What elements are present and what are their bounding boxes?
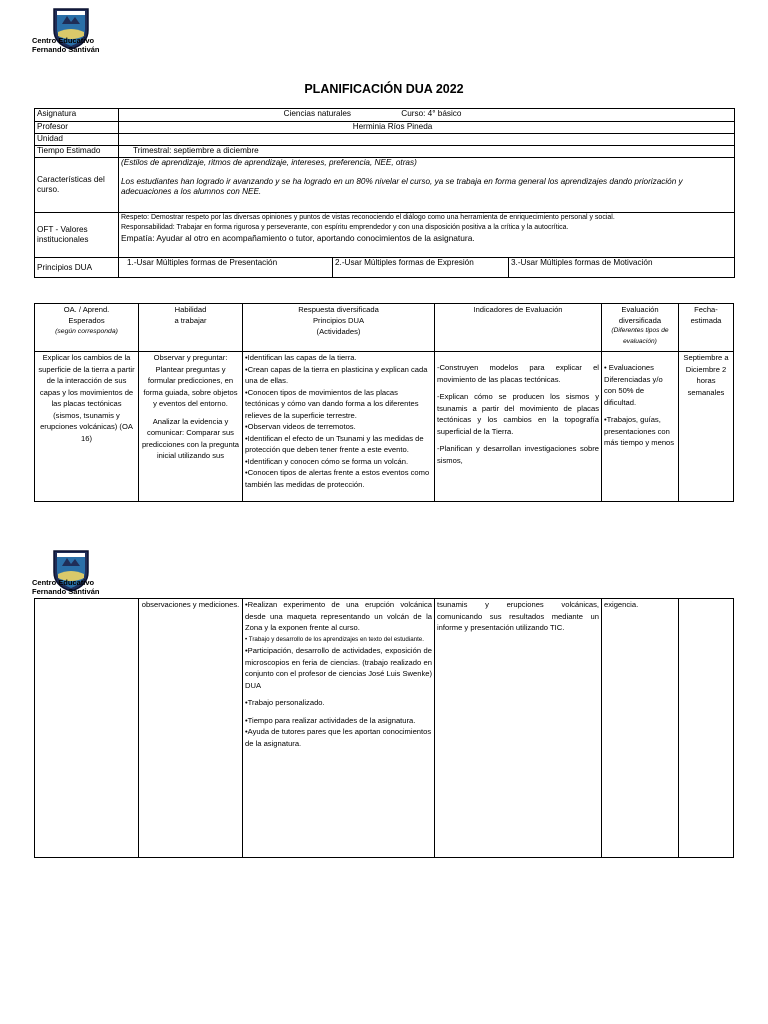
row1-actividad: •Identifican las capas de la tierra. [245, 353, 357, 362]
row1-evaluacion-diferenciada: • Evaluaciones Diferenciadas y/o con 50% de dificultad. [604, 363, 663, 407]
oft-responsabilidad: Responsabilidad: Trabajar en forma rigurosa y perseverante, con espíritu emprendedor y con una disposición positiva a la crítica y la autocrítica. [121, 224, 569, 231]
school-name-line2: Fernando Santiván [32, 587, 100, 596]
row2-actividad: • Trabajo y desarrollo de los aprendizajes en texto del estudiante. [245, 635, 424, 643]
row2-actividad: •Realizan experimento de una erupción volcánica desde una maqueta representando un volcán de la Zona y la exponen frente al curso. [245, 600, 432, 632]
row1-actividad: •Crean capas de la tierra en plasticina y explican cada una de ellas. [245, 364, 428, 385]
row1-habilidad-observar: Observar y preguntar: Plantear preguntas y formular predicciones, en forma guiada, sobre objetos y eventos del entorno. [143, 353, 238, 408]
header-fecha-line1: Fecha- [694, 305, 718, 314]
profesor-value: Herminia Ríos Pineda [119, 122, 735, 134]
caracteristicas-label: Características del curso. [35, 158, 119, 213]
header-evaluacion-line1: Evaluación [621, 305, 659, 314]
info-table [34, 108, 735, 278]
caracteristicas-line1: (Estilos de aprendizaje, ritmos de aprendizaje, intereses, preferencia, NEE, otras) [121, 158, 417, 167]
header-oa-line3: (según corresponda) [55, 328, 118, 335]
curso-value: Curso: 4° básico [401, 109, 462, 118]
tiempo-label: Tiempo Estimado [35, 146, 119, 158]
unidad-value [119, 134, 735, 146]
row2-indicadores: tsunamis y erupciones volcánicas, comunicando sus resultados mediante un informe y presentación utilizando TIC. [435, 599, 602, 858]
header-evaluacion-line2: diversificada [618, 316, 662, 325]
header-respuesta-line2: Principios DUA [312, 316, 365, 325]
header-respuesta-line3: (Actividades) [316, 327, 361, 336]
header-oa-line1: OA. / Aprend. [63, 305, 110, 314]
tiempo-value: Trimestral: septiembre a diciembre [119, 146, 735, 158]
row1-actividad: •Conocen tipos de alertas frente a estos eventos como también las medidas de protección. [245, 468, 430, 489]
row1-actividad: •Conocen tipos de movimientos de las placas tectónicas y cómo van dando forma a los diferentes relieves de la superficie terrestre. [245, 387, 419, 420]
row1-fecha: Septiembre a Diciembre 2 horas semanales [679, 352, 734, 502]
row1-evaluacion [602, 352, 679, 502]
row2-actividad: •Trabajo personalizado. [245, 698, 325, 707]
header-evaluacion-line3: (Diferentes tipos de evaluación) [611, 327, 669, 345]
row1-actividades [243, 352, 435, 502]
row1-indicadores [435, 352, 602, 502]
asignatura-value: Ciencias naturales [283, 109, 351, 118]
row2-actividad: •Participación, desarrollo de actividades, exposición de microscopios en feria de ciencias. (trabajo realizado en conjunto con el profesor de ciencias José Luis Swenke) [245, 646, 432, 678]
school-name-line2: Fernando Santiván [32, 45, 100, 54]
row1-actividad: •Identifican y conocen cómo se forma un volcán. [245, 456, 409, 466]
principio-expresion: 2.-Usar Múltiples formas de Expresión [333, 258, 509, 278]
row2-actividad: •Tiempo para realizar actividades de la asignatura. [245, 715, 416, 725]
row2-dua-label: DUA [245, 680, 262, 690]
header-habilidad-line2: a trabajar [174, 316, 207, 325]
caracteristicas-line2: Los estudiantes han logrado ir avanzando y se ha logrado en un 80% nivelar el curso, ya se trabaja en forma general los aprendizajes dando priorización y adecuaciones a los alumnos con NEE. [121, 177, 683, 196]
row2-fecha [679, 599, 734, 858]
header-oa [35, 304, 139, 352]
unidad-label: Unidad [35, 134, 119, 146]
principio-motivacion: 3.-Usar Múltiples formas de Motivación [509, 258, 735, 278]
row1-oa: Explicar los cambios de la superficie de la tierra a partir de la interacción de sus capas y los movimientos de las placas tectónicas (sismos, tsunamis y erupciones volcánicas) (OA 16) [35, 352, 139, 502]
oft-value [119, 213, 735, 258]
header-habilidad-line1: Habilidad [174, 305, 207, 314]
principio-presentacion: 1.-Usar Múltiples formas de Presentación [119, 258, 333, 278]
asignatura-value-cell [119, 109, 735, 122]
header-oa-line2: Esperados [68, 316, 105, 325]
row2-actividades [243, 599, 435, 858]
page-title: PLANIFICACIÓN DUA 2022 [304, 82, 464, 96]
caracteristicas-value [119, 158, 735, 213]
row1-actividad: •Identifican el efecto de un Tsunami y las medidas de protección que deben tener frente a este evento. [245, 433, 424, 454]
row1-habilidad-analizar: Analizar la evidencia y comunicar: Comparar sus predicciones con la pregunta inicial utilizando sus [141, 416, 240, 460]
row1-actividad: •Observan videos de terremotos. [245, 422, 356, 431]
plan-table-page2 [34, 598, 734, 858]
row2-oa [35, 599, 139, 858]
school-name-line1: Centro Educativo [32, 578, 95, 587]
row2-actividad: •Ayuda de tutores pares que les aportan conocimientos de la asignatura. [245, 727, 432, 748]
school-name-line1: Centro Educativo [32, 36, 95, 45]
header-habilidad [139, 304, 243, 352]
oft-label: OFT - Valores institucionales [35, 213, 119, 258]
asignatura-label: Asignatura [35, 109, 119, 122]
header-indicadores: Indicadores de Evaluación [435, 304, 602, 352]
row1-evaluacion-trabajos: •Trabajos, guías, presentaciones con más tiempo y menos [604, 415, 675, 447]
header-evaluacion [602, 304, 679, 352]
principios-label: Principios DUA [35, 258, 119, 278]
oft-respeto: Respeto: Demostrar respeto por las diversas opiniones y puntos de vistas reconociendo el diálogo como una herramienta de enriquecimiento personal y social. [121, 214, 615, 221]
header-respuesta-line1: Respuesta diversificada [298, 305, 379, 314]
header-fecha [679, 304, 734, 352]
row2-evaluacion: exigencia. [602, 599, 679, 858]
profesor-label: Profesor [35, 122, 119, 134]
row1-habilidad [139, 352, 243, 502]
oft-empatia: Empatía: Ayudar al otro en acompañamiento o tutor, aportando conocimientos de la asignatura. [121, 233, 475, 243]
plan-table-page1 [34, 303, 734, 502]
row2-habilidad: observaciones y mediciones. [139, 599, 243, 858]
header-respuesta [243, 304, 435, 352]
row1-indicador: -Construyen modelos para explicar el movimiento de las placas tectónicas. [437, 363, 599, 384]
row1-indicador: -Planifican y desarrollan investigaciones sobre sismos, [437, 444, 599, 465]
header-fecha-line2: estimada [690, 316, 722, 325]
row1-indicador: -Explican cómo se producen los sismos y tsunamis a partir del movimiento de placas tectónicas y los cambios en la topografía superficial de la Tierra. [437, 392, 599, 436]
